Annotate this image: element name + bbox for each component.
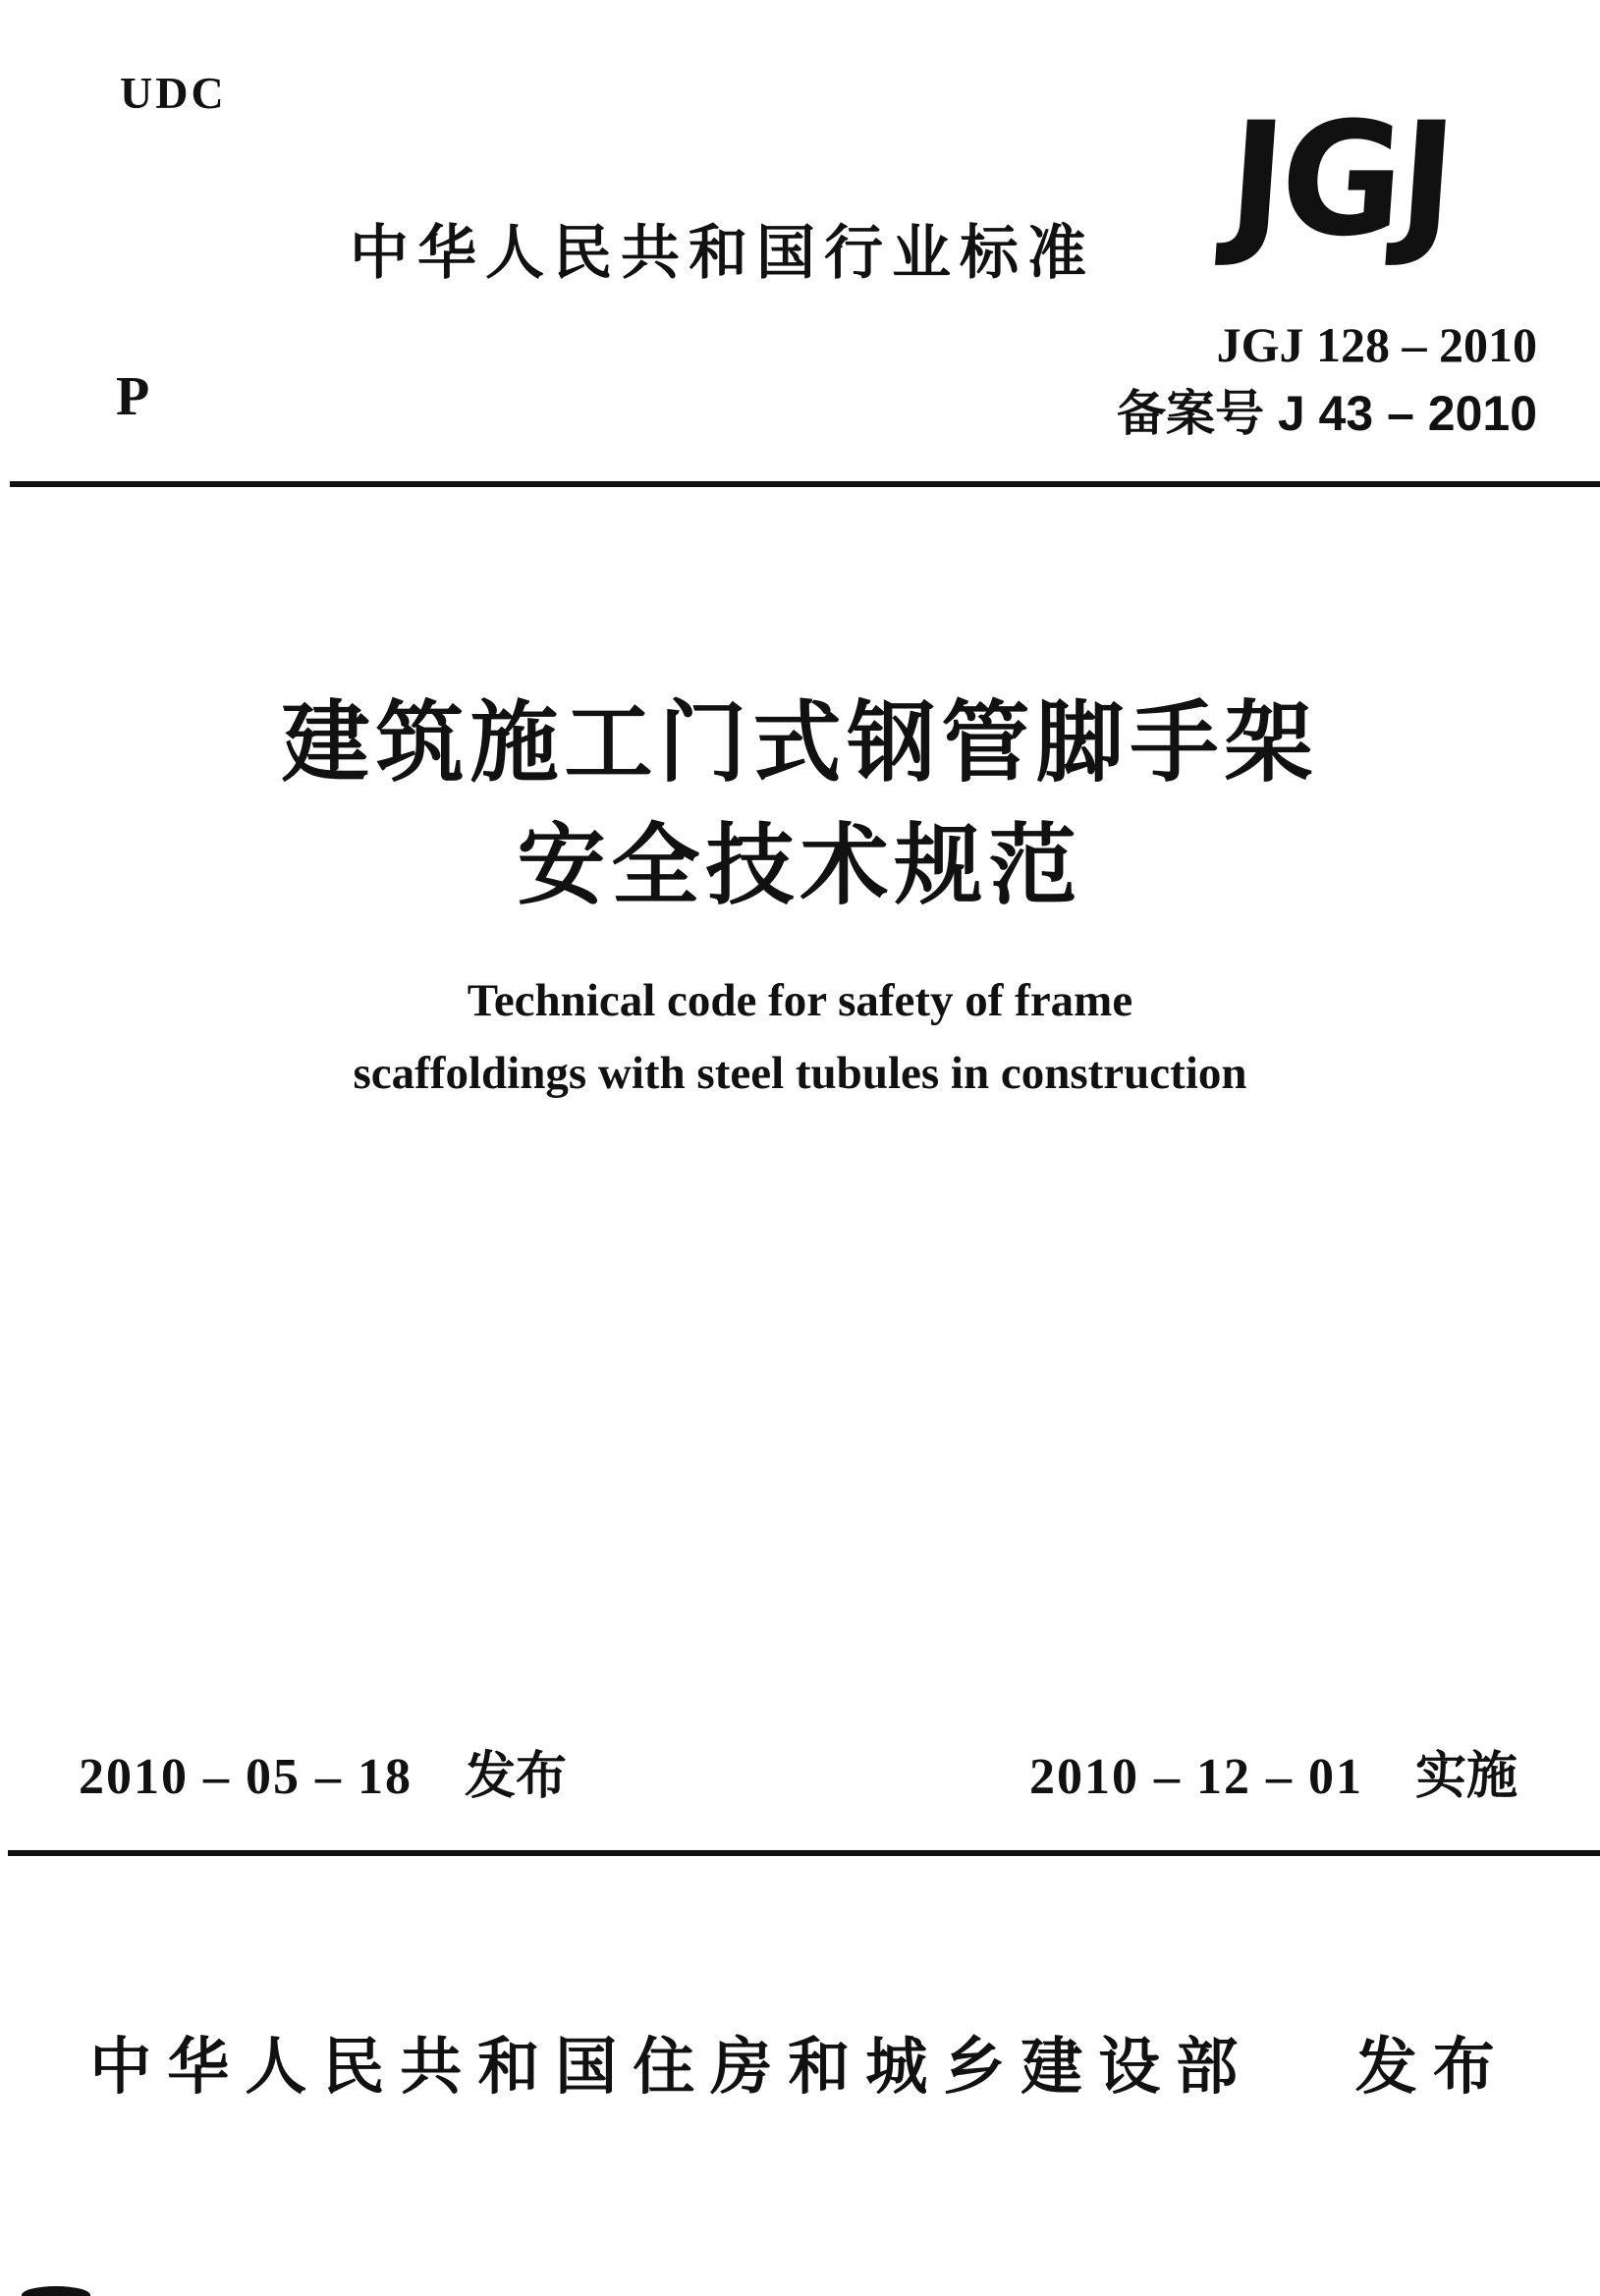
issue-label: 发布 (465, 1748, 568, 1805)
issue-date: 2010 – 05 – 18 (79, 1749, 413, 1805)
jgj-logo: JGJ (1223, 87, 1459, 271)
standard-category-heading: 中华人民共和国行业标准 (350, 220, 1095, 286)
title-en-line-1: Technical code for safety of frame (467, 975, 1133, 1026)
implementation-date: 2010 – 12 – 01 (1028, 1749, 1363, 1805)
dates-row (79, 1734, 1517, 1808)
title-cn-line-1: 建筑施工门式钢管脚手架 (281, 695, 1319, 793)
publisher-name: 中华人民共和国住房和城乡建设部 (89, 2033, 1254, 2102)
title-en-line-2: scaffoldings with steel tubules in construction (353, 1048, 1247, 1100)
document-title-english (0, 964, 1600, 1111)
top-divider-rule (10, 481, 1600, 487)
implementation-date-group (1029, 1734, 1517, 1808)
classification-code: P (116, 366, 150, 427)
document-title-chinese (0, 695, 1600, 917)
implementation-label: 实施 (1414, 1748, 1517, 1805)
record-number: 备案号 J 43 – 2010 (1116, 386, 1537, 441)
bottom-divider-rule (8, 1850, 1600, 1856)
title-cn-line-2: 安全技术规范 (517, 817, 1083, 915)
publisher-row (0, 2017, 1600, 2106)
publisher-action: 发布 (1354, 2033, 1511, 2102)
standard-number-block (1117, 310, 1537, 448)
issue-date-group (79, 1734, 567, 1808)
standard-number: JGJ 128 – 2010 (1216, 317, 1537, 372)
udc-label: UDC (120, 68, 227, 118)
